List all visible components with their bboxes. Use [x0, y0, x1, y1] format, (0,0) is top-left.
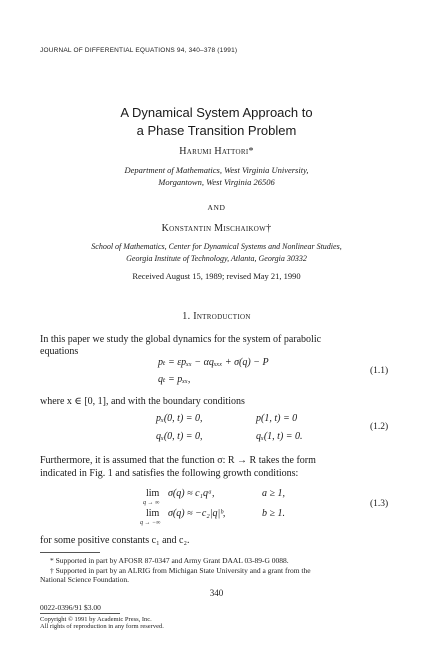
paper-title-line1: A Dynamical System Approach to: [120, 105, 313, 120]
equation-1-3-number: (1.3): [370, 499, 389, 509]
equation-1-3-line2-condition: b ≥ 1.: [262, 508, 285, 519]
equation-1-2-line2b: qₓ(1, t) = 0.: [256, 431, 303, 442]
equation-1-3-line1-lim: lim: [146, 488, 160, 499]
equation-1-2-number: (1.2): [370, 422, 389, 432]
section-heading: 1. Introduction: [182, 311, 251, 322]
equation-1-1-line1: pₜ = εpₓₓ − αqₓₓₓ + σ(q) − P: [158, 357, 269, 368]
paragraph-1-line1: In this paper we study the global dynamics for the system of parabolic: [40, 334, 322, 345]
equation-1-1-number: (1.1): [370, 366, 389, 376]
paragraph-4: for some positive constants c₁ and c₂.: [40, 535, 190, 546]
equation-1-2-line1a: pₓ(0, t) = 0,: [156, 413, 203, 424]
footnote-rule: [40, 552, 100, 553]
paragraph-3-line2: indicated in Fig. 1 and satisfies the following growth conditions:: [40, 468, 299, 479]
footnote-2-line1: † Supported in part by an ALRIG from Michigan State University and a grant from the: [50, 566, 311, 575]
author-2: Konstantin Mischaikow†: [161, 223, 272, 234]
equation-1-2-line1b: p(1, t) = 0: [256, 413, 298, 424]
paragraph-3-line1: Furthermore, it is assumed that the function σ: R → R takes the form: [40, 455, 316, 466]
affiliation-2-line1: School of Mathematics, Center for Dynamical Systems and Nonlinear Studies,: [91, 242, 342, 251]
issn-price: 0022-0396/91 $3.00: [40, 603, 101, 612]
paragraph-2: where x ∈ [0, 1], and with the boundary conditions: [40, 396, 245, 407]
affiliation-1-line2: Morgantown, West Virginia 26506: [158, 177, 275, 187]
paper-title-line2: a Phase Transition Problem: [136, 123, 297, 138]
equation-1-3-line2-subscript: q → −∞: [140, 520, 161, 526]
equation-1-3-line2-expression: σ(q) ≈ −c₂|q|ᵇ,: [168, 508, 226, 519]
bottom-rule: [40, 613, 120, 614]
equation-1-3-line1-expression: σ(q) ≈ c₁qᵃ,: [168, 488, 215, 499]
affiliation-2-line2: Georgia Institute of Technology, Atlanta, Georgia 30332: [126, 254, 307, 263]
received-dates: Received August 15, 1989; revised May 21, 1990: [132, 271, 301, 281]
author-1: Harumi Hattori*: [179, 146, 254, 157]
copyright-line2: All rights of reproduction in any form reserved.: [40, 623, 164, 630]
affiliation-1-line1: Department of Mathematics, West Virginia University,: [124, 165, 309, 175]
footnote-2-line2: National Science Foundation.: [40, 575, 129, 584]
page-number: 340: [209, 588, 224, 598]
equation-1-3-line1-condition: a ≥ 1,: [262, 488, 285, 499]
equation-1-3-line1-subscript: q → ∞: [143, 500, 160, 506]
footnote-1: * Supported in part by AFOSR 87-0347 and Army Grant DAAL 03-89-G 0088.: [50, 556, 289, 565]
equation-1-3-line2-lim: lim: [146, 508, 160, 519]
equation-1-2-line2a: qₓ(0, t) = 0,: [156, 431, 203, 442]
equation-1-1-line2: qₜ = pₓₓ,: [158, 374, 191, 385]
copyright-line1: Copyright © 1991 by Academic Press, Inc.: [40, 616, 152, 623]
paragraph-1-line2: equations: [40, 346, 79, 357]
journal-header: JOURNAL OF DIFFERENTIAL EQUATIONS 94, 340–378 (1991): [40, 47, 238, 54]
and-separator: AND: [207, 203, 226, 212]
